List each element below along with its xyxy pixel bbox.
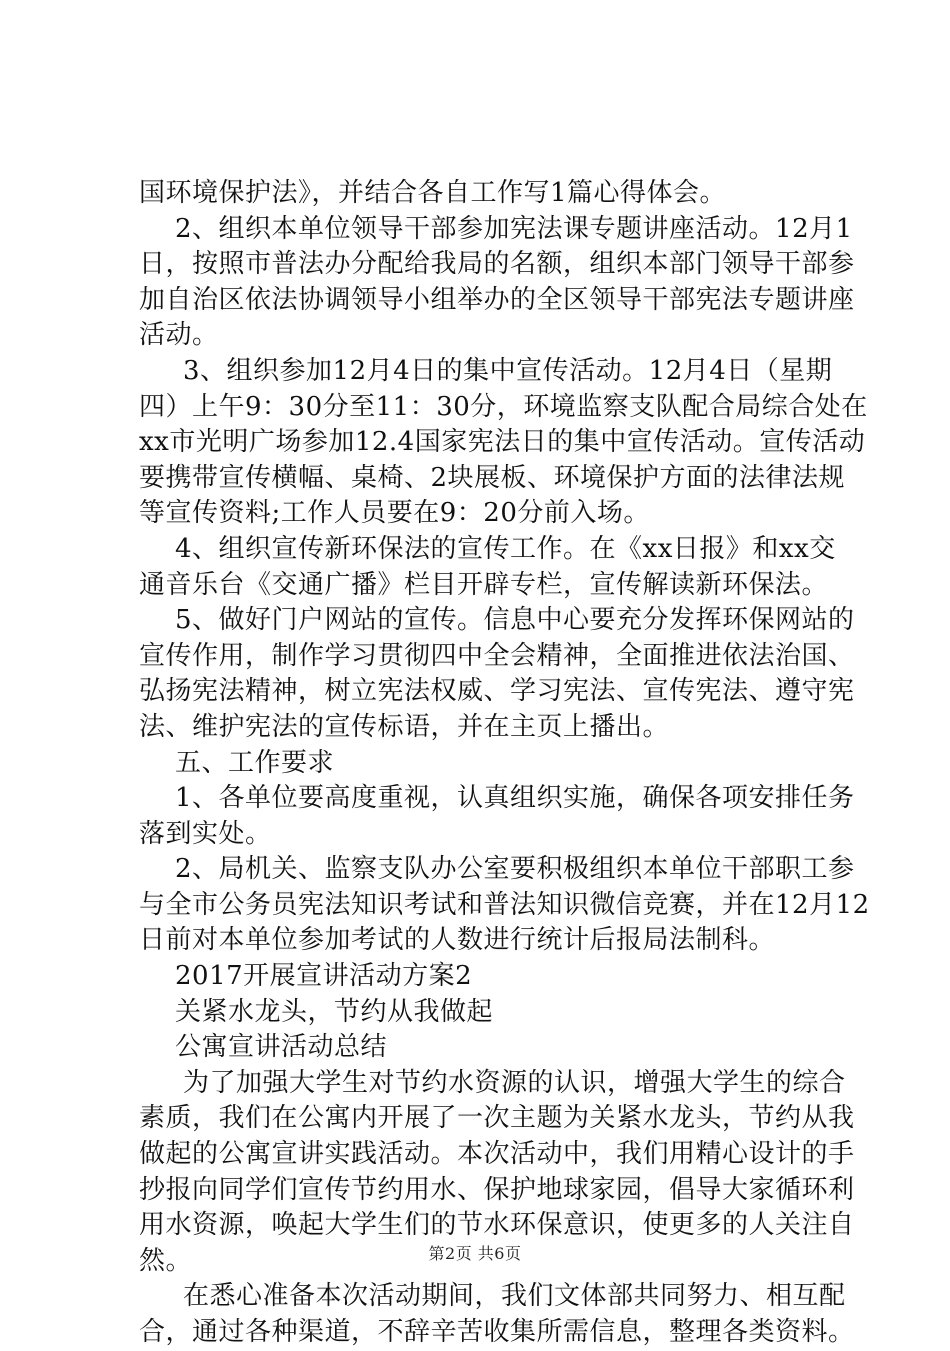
- text-line: 3、组织参加12月4日的集中宣传活动。12月4日（星期: [183, 355, 833, 386]
- document-body: [139, 176, 870, 1351]
- text-line: 4、组织宣传新环保法的宣传工作。在《xx日报》和xx交: [175, 533, 836, 564]
- text-line: xx市光明广场参加12.4国家宪法日的集中宣传活动。宣传活动: [139, 427, 866, 458]
- page-number: 第2页 共6页: [428, 1244, 522, 1263]
- text-line: 落到实处。: [139, 818, 272, 849]
- text-line: 然。: [139, 1245, 193, 1276]
- text-line: 国环境保护法》，并结合各自工作写1篇心得体会。: [139, 178, 727, 208]
- text-line: 通音乐台《交通广播》栏目开辟专栏，宣传解读新环保法。: [139, 569, 829, 600]
- text-line: 法、维护宪法的宣传标语，并在主页上播出。: [139, 711, 670, 742]
- text-line: 等宣传资料;工作人员要在9：20分前入场。: [139, 498, 650, 529]
- text-line: 2、局机关、监察支队办公室要积极组织本单位干部职工参: [175, 854, 855, 885]
- text-line: 关紧水龙头，节约从我做起: [175, 996, 494, 1027]
- text-line: 日，按照市普法办分配给我局的名额，组织本部门领导干部参: [139, 249, 855, 280]
- text-line: 1、各单位要高度重视，认真组织实施，确保各项安排任务: [175, 783, 855, 814]
- text-line: 弘扬宪法精神，树立宪法权威、学习宪法、宣传宪法、遵守宪: [139, 676, 855, 707]
- text-line: 5、做好门户网站的宣传。信息中心要充分发挥环保网站的: [175, 605, 855, 636]
- text-line: 日前对本单位参加考试的人数进行统计后报局法制科。: [139, 925, 776, 956]
- text-line: 2017开展宣讲活动方案2: [175, 961, 473, 992]
- text-line: 活动。: [139, 320, 219, 351]
- text-line: 做起的公寓宣讲实践活动。本次活动中，我们用精心设计的手: [139, 1139, 855, 1170]
- text-line: 与全市公务员宪法知识考试和普法知识微信竞赛，并在12月12: [139, 889, 870, 920]
- text-line: 为了加强大学生对节约水资源的认识，增强大学生的综合: [183, 1067, 846, 1098]
- text-line: 四）上午9：30分至11：30分，环境监察支队配合局综合处在: [139, 391, 868, 422]
- text-line: 合，通过各种渠道，不辞辛苦收集所需信息，整理各类资料。: [139, 1317, 855, 1347]
- text-line: 2、组织本单位领导干部参加宪法课专题讲座活动。12月1: [175, 213, 853, 244]
- text-line: 抄报向同学们宣传节约用水、保护地球家园，倡导大家循环利: [139, 1174, 855, 1205]
- text-line: 五、工作要求: [175, 747, 335, 778]
- text-line: 宣传作用，制作学习贯彻四中全会精神，全面推进依法治国、: [139, 640, 855, 671]
- text-line: 在悉心准备本次活动期间，我们文体部共同努力、相互配: [183, 1281, 846, 1312]
- text-line: 素质，我们在公寓内开展了一次主题为关紧水龙头，节约从我: [139, 1103, 855, 1134]
- text-line: 加自治区依法协调领导小组举办的全区领导干部宪法专题讲座: [139, 284, 855, 315]
- text-line: 要携带宣传横幅、桌椅、2块展板、环境保护方面的法律法规: [139, 462, 846, 493]
- text-line: 公寓宣讲活动总结: [175, 1032, 388, 1063]
- text-line: 用水资源，唤起大学生们的节水环保意识，使更多的人关注自: [139, 1210, 855, 1241]
